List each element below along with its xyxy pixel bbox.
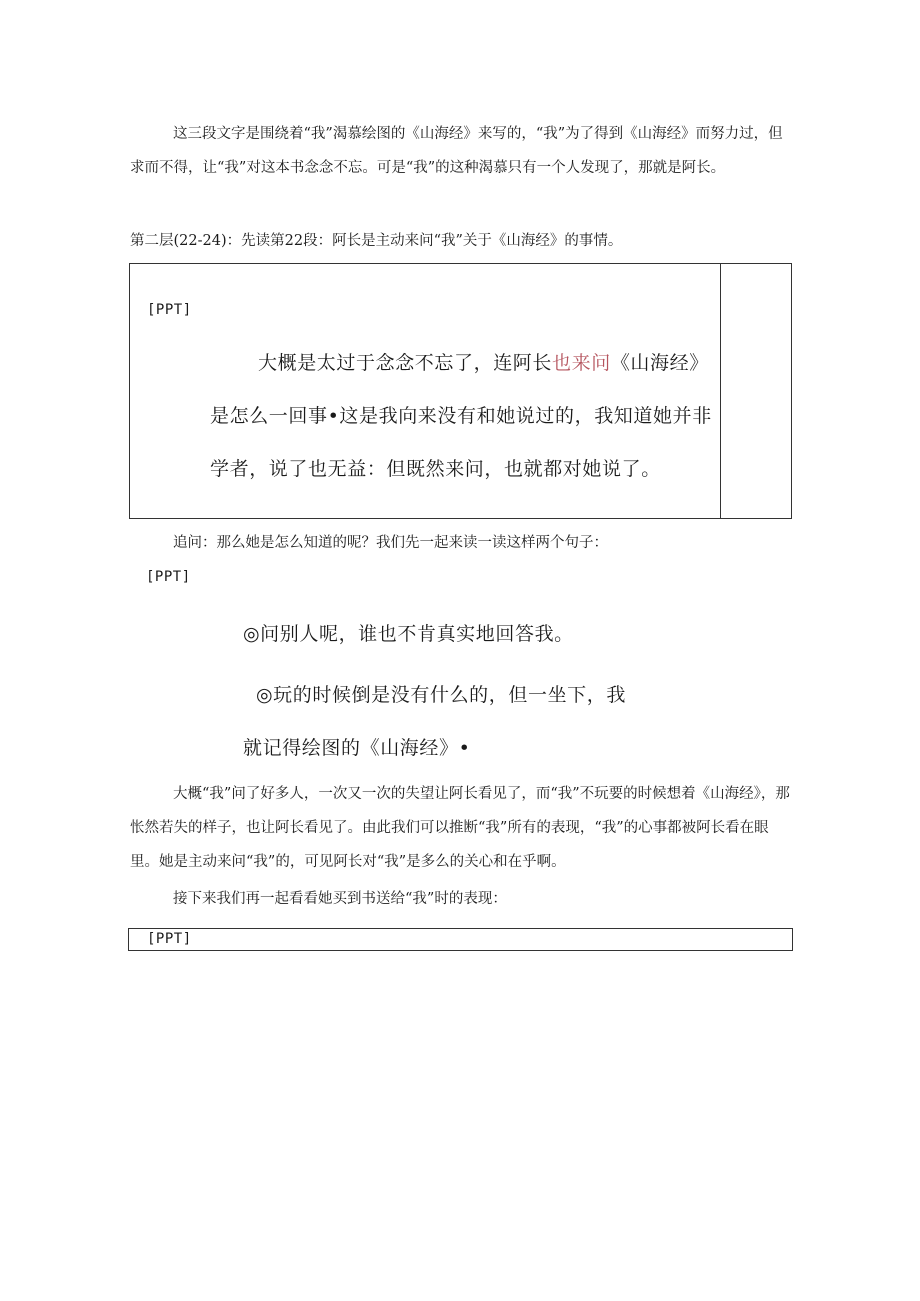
quote-line-1-before: 大概是太过于念念不忘了，连阿长 [258,352,553,374]
quote-sentence-2-line-1: ◎玩的时候倒是没有什么的，但一坐下，我 [256,684,626,706]
quote-line-1 [258,348,709,375]
analysis-paragraph: 大概“我”问了好多人，一次又一次的失望让阿长看见了，而“我”不玩要的时候想着《山海经》，那怅然若失的样子，也让阿长看见了。由此我们可以推断“我”所有的表现，“我”的心事都被阿长看在眼里。她是主动来问“我”的，可见阿长对“我”是多么的关心和在乎啊。 [130,786,790,870]
quote-sentence-2-line-2: 就记得绘图的《山海经》• [243,737,471,759]
intro-paragraph: 这三段文字是围绕着“我”渴慕绘图的《山海经》来写的，“我”为了得到《山海经》而努力过，但求而不得，让“我”对这本书念念不忘。可是“我”的这种渴慕只有一个人发现了，那就是阿长。 [130,126,783,176]
quote-line-1-after: 《山海经》 [610,352,709,374]
follow-up-question: 追问：那么她是怎么知道的呢？我们先一起来读一读这样两个句子： [173,535,608,551]
quote-line-3: 学者，说了也无益：但既然来问，也就都对她说了。 [210,458,661,480]
ppt-label: [PPT] [147,302,192,318]
ppt-box-1 [129,263,792,519]
next-intro: 接下来我们再一起看看她买到书送给“我”时的表现： [173,891,507,907]
ppt-box-2 [128,928,793,951]
box-divider [720,264,721,518]
quote-line-2: 是怎么一回事•这是我向来没有和她说过的，我知道她并非 [210,405,712,427]
quote-sentence-1: ◎问别人呢，谁也不肯真实地回答我。 [243,623,574,645]
quote-highlight: 也来问 [552,352,611,374]
layer-two-heading: 第二层(22-24)：先读第22段：阿长是主动来问“我”关于《山海经》的事情。 [130,233,623,249]
ppt-label-3: [PPT] [147,931,192,947]
ppt-label-2: [PPT] [146,569,191,585]
